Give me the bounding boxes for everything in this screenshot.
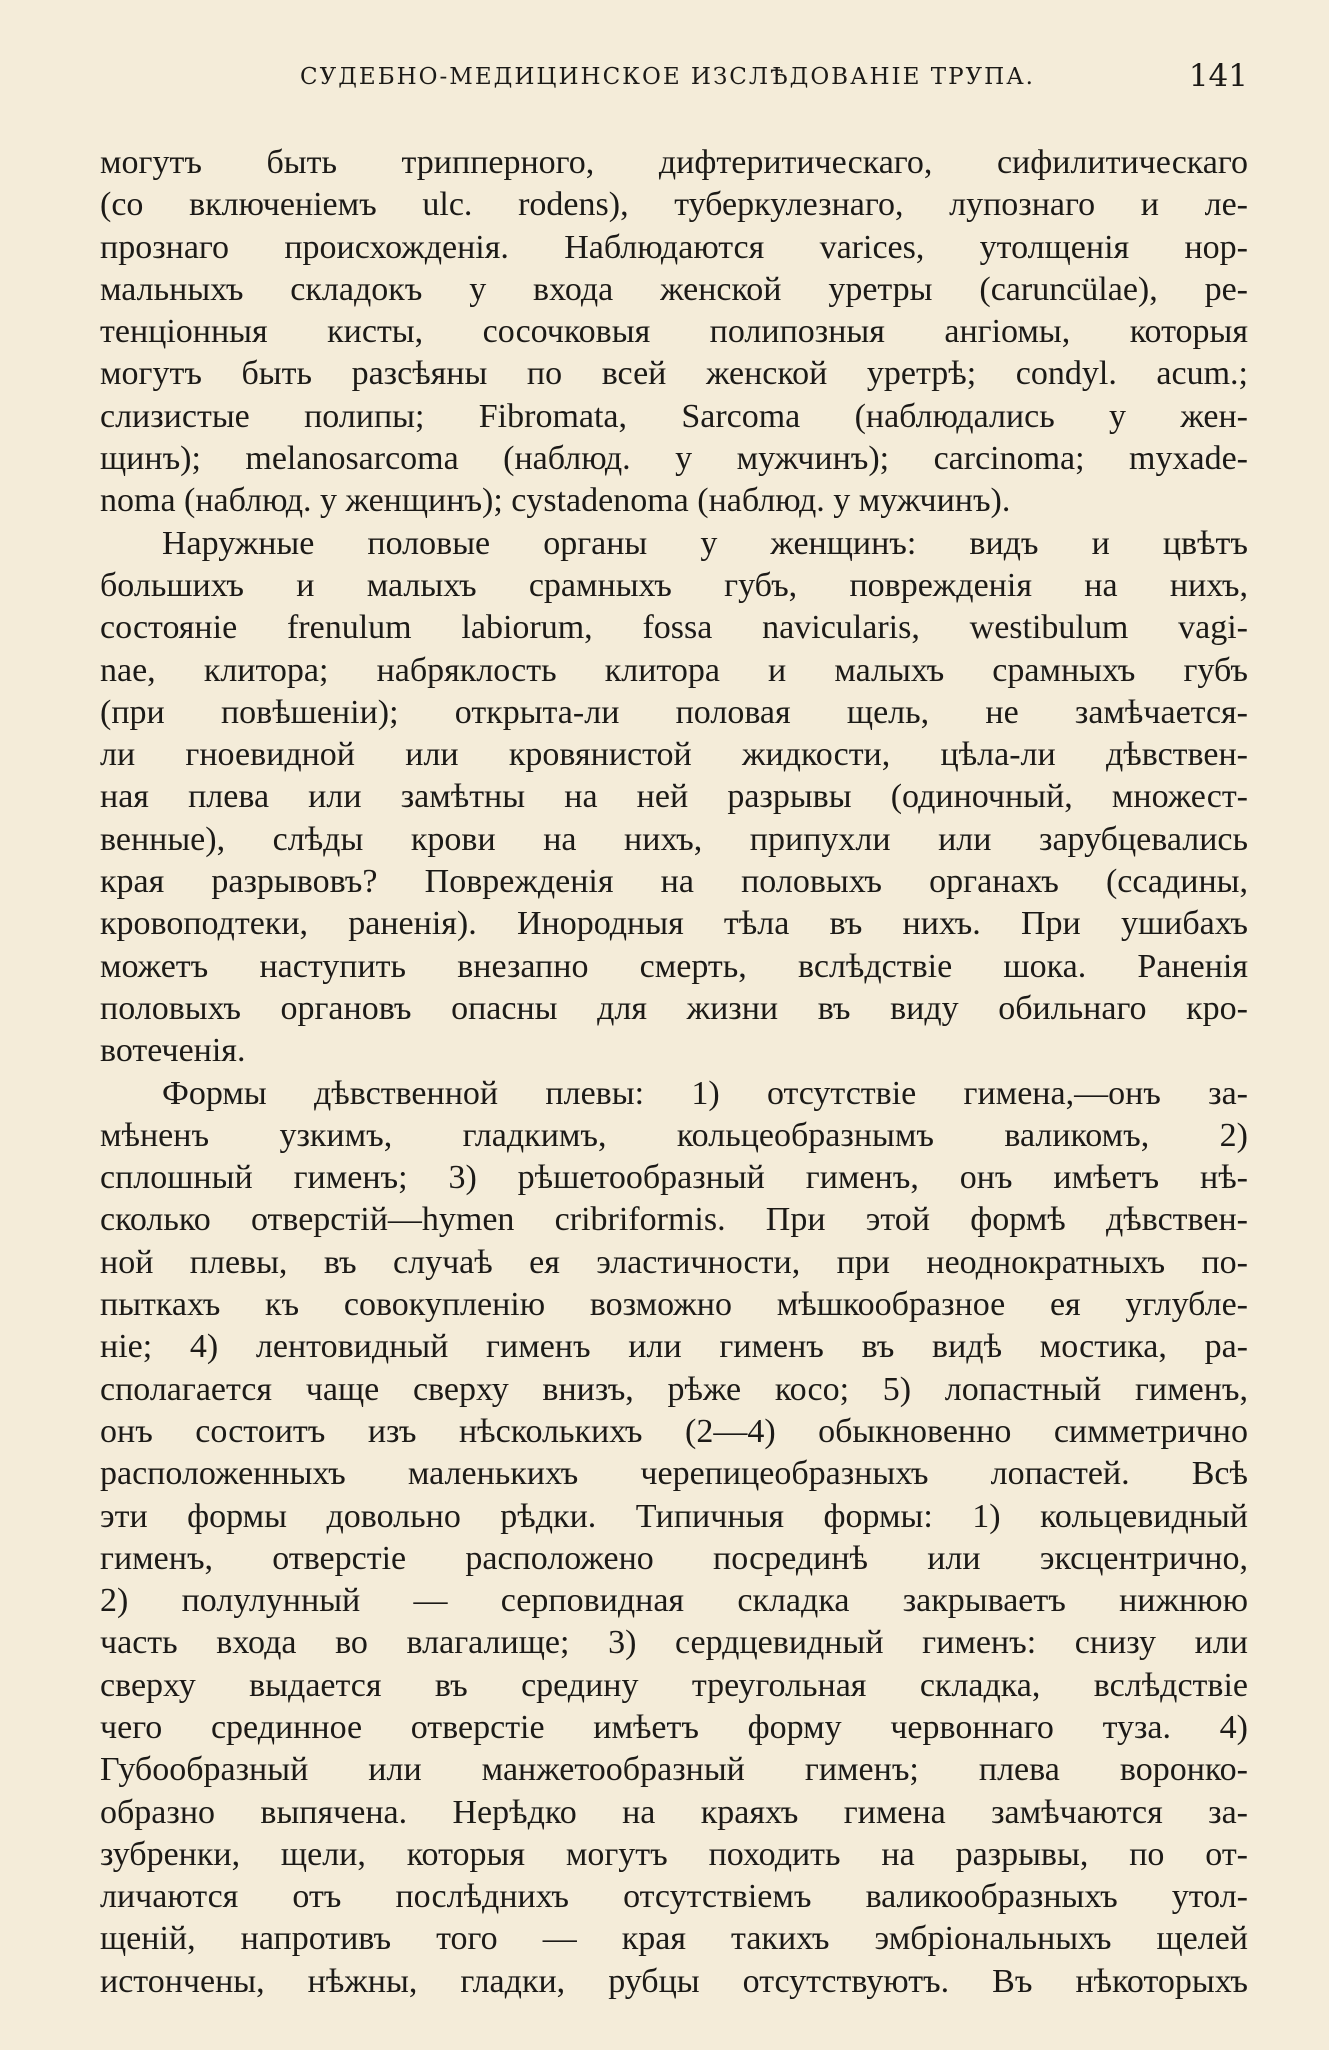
running-title: СУДЕБНО-МЕДИЦИНСКОЕ ИЗСЛѢДОВАНІЕ ТРУПА. bbox=[300, 64, 1035, 90]
text-line: мѣненъ узкимъ, гладкимъ, кольцеобразнымъ валикомъ, 2) bbox=[100, 1116, 1248, 1154]
text-line: гименъ, отверстіе расположено посрединѣ или эксцентрично, bbox=[100, 1539, 1248, 1577]
text-line: могутъ быть трипперного, дифтеритическаго, сифилитическаго bbox=[100, 144, 1248, 181]
text-line: сверху выдается въ средину треугольная складка, вслѣдствіе bbox=[100, 1666, 1248, 1704]
running-head bbox=[100, 58, 1248, 102]
text-line: личаются отъ послѣднихъ отсутствіемъ валикообразныхъ утол- bbox=[100, 1878, 1248, 1916]
text-line: могутъ быть разсѣяны по всей женской уретрѣ; condyl. acum.; bbox=[100, 355, 1248, 393]
paragraph-start-line: Формы дѣвственной плевы: 1) отсутствіе гимена,—онъ за- bbox=[162, 1074, 1248, 1112]
text-line: сплошный гименъ; 3) рѣшетообразный гименъ, онъ имѣетъ нѣ- bbox=[100, 1159, 1248, 1197]
text-line: слизистые полипы; Fibromata, Sarcoma (наблюдались у жен- bbox=[100, 397, 1248, 435]
text-line: онъ состоитъ изъ нѣсколькихъ (2—4) обыкновенно симметрично bbox=[100, 1412, 1248, 1450]
body-text bbox=[100, 142, 1248, 2003]
text-line: края разрывовъ? Поврежденія на половыхъ органахъ (ссадины, bbox=[100, 863, 1248, 901]
text-line: прознаго происхожденія. Наблюдаются varices, утолщенія нор- bbox=[100, 228, 1248, 266]
text-line: (со включеніемъ ulc. rodens), туберкулезнаго, лупознаго и ле- bbox=[100, 186, 1248, 224]
text-line: кровоподтеки, раненія). Инородныя тѣла въ нихъ. При ушибахъ bbox=[100, 905, 1248, 943]
text-line: можетъ наступить внезапно смерть, вслѣдствіе шока. Раненія bbox=[100, 947, 1248, 985]
text-line: ніе; 4) лентовидный гименъ или гименъ въ видѣ мостика, ра- bbox=[100, 1328, 1248, 1366]
text-line: noma (наблюд. у женщинъ); cystadenoma (наблюд. у мужчинъ). bbox=[100, 482, 1011, 520]
text-line: эти формы довольно рѣдки. Типичныя формы: 1) кольцевидный bbox=[100, 1497, 1248, 1535]
text-line: Губообразный или манжетообразный гименъ; плева воронко- bbox=[100, 1751, 1248, 1789]
text-line: ная плева или замѣтны на ней разрывы (одиночный, множест- bbox=[100, 778, 1248, 816]
page-number: 141 bbox=[1188, 58, 1248, 94]
text-line: образно выпячена. Нерѣдко на краяхъ гимена замѣчаются за- bbox=[100, 1793, 1248, 1831]
text-line: щинъ); melanosarcoma (наблюд. у мужчинъ); carcinoma; myxade- bbox=[100, 440, 1248, 478]
text-line: зубренки, щели, которыя могутъ походить на разрывы, по от- bbox=[100, 1835, 1248, 1873]
text-line: ной плевы, въ случаѣ ея эластичности, при неоднократныхъ по- bbox=[100, 1243, 1248, 1281]
text-line: nae, клитора; набряклость клитора и малыхъ срамныхъ губъ bbox=[100, 651, 1248, 689]
text-line: расположенныхъ маленькихъ черепицеобразныхъ лопастей. Всѣ bbox=[100, 1455, 1248, 1493]
text-line: вотеченія. bbox=[100, 1032, 246, 1070]
text-line: 2) полулунный — серповидная складка закрываетъ нижнюю bbox=[100, 1582, 1248, 1620]
paragraph-start-line: Наружные половые органы у женщинъ: видъ и цвѣтъ bbox=[162, 524, 1248, 562]
text-line: ли гноевидной или кровянистой жидкости, цѣла-ли дѣвствен- bbox=[100, 736, 1248, 774]
text-line: большихъ и малыхъ срамныхъ губъ, поврежденія на нихъ, bbox=[100, 566, 1248, 604]
text-line: щеній, напротивъ того — края такихъ эмбріональныхъ щелей bbox=[100, 1920, 1248, 1958]
text-line: тенціонныя кисты, сосочковыя полипозныя ангіомы, которыя bbox=[100, 313, 1248, 351]
text-line: часть входа во влагалище; 3) сердцевидный гименъ: снизу или bbox=[100, 1624, 1248, 1662]
text-line: половыхъ органовъ опасны для жизни въ виду обильнаго кро- bbox=[100, 989, 1248, 1027]
text-line: (при повѣшеніи); открыта-ли половая щель, не замѣчается- bbox=[100, 693, 1248, 731]
text-line: венные), слѣды крови на нихъ, припухли или зарубцевались bbox=[100, 820, 1248, 858]
text-line: пыткахъ къ совокупленію возможно мѣшкообразное ея углубле- bbox=[100, 1286, 1248, 1324]
text-line: истончены, нѣжны, гладки, рубцы отсутствуютъ. Въ нѣкоторыхъ bbox=[100, 1962, 1248, 2000]
text-line: мальныхъ складокъ у входа женской уретры (caruncülae), ре- bbox=[100, 270, 1248, 308]
text-line: сполагается чаще сверху внизъ, рѣже косо; 5) лопастный гименъ, bbox=[100, 1370, 1248, 1408]
text-line: чего срединное отверстіе имѣетъ форму червоннаго туза. 4) bbox=[100, 1708, 1248, 1746]
text-line: сколько отверстій—hymen cribriformis. При этой формѣ дѣвствен- bbox=[100, 1201, 1248, 1239]
text-line: состояніе frenulum labiorum, fossa navicularis, westibulum vagi- bbox=[100, 609, 1248, 647]
